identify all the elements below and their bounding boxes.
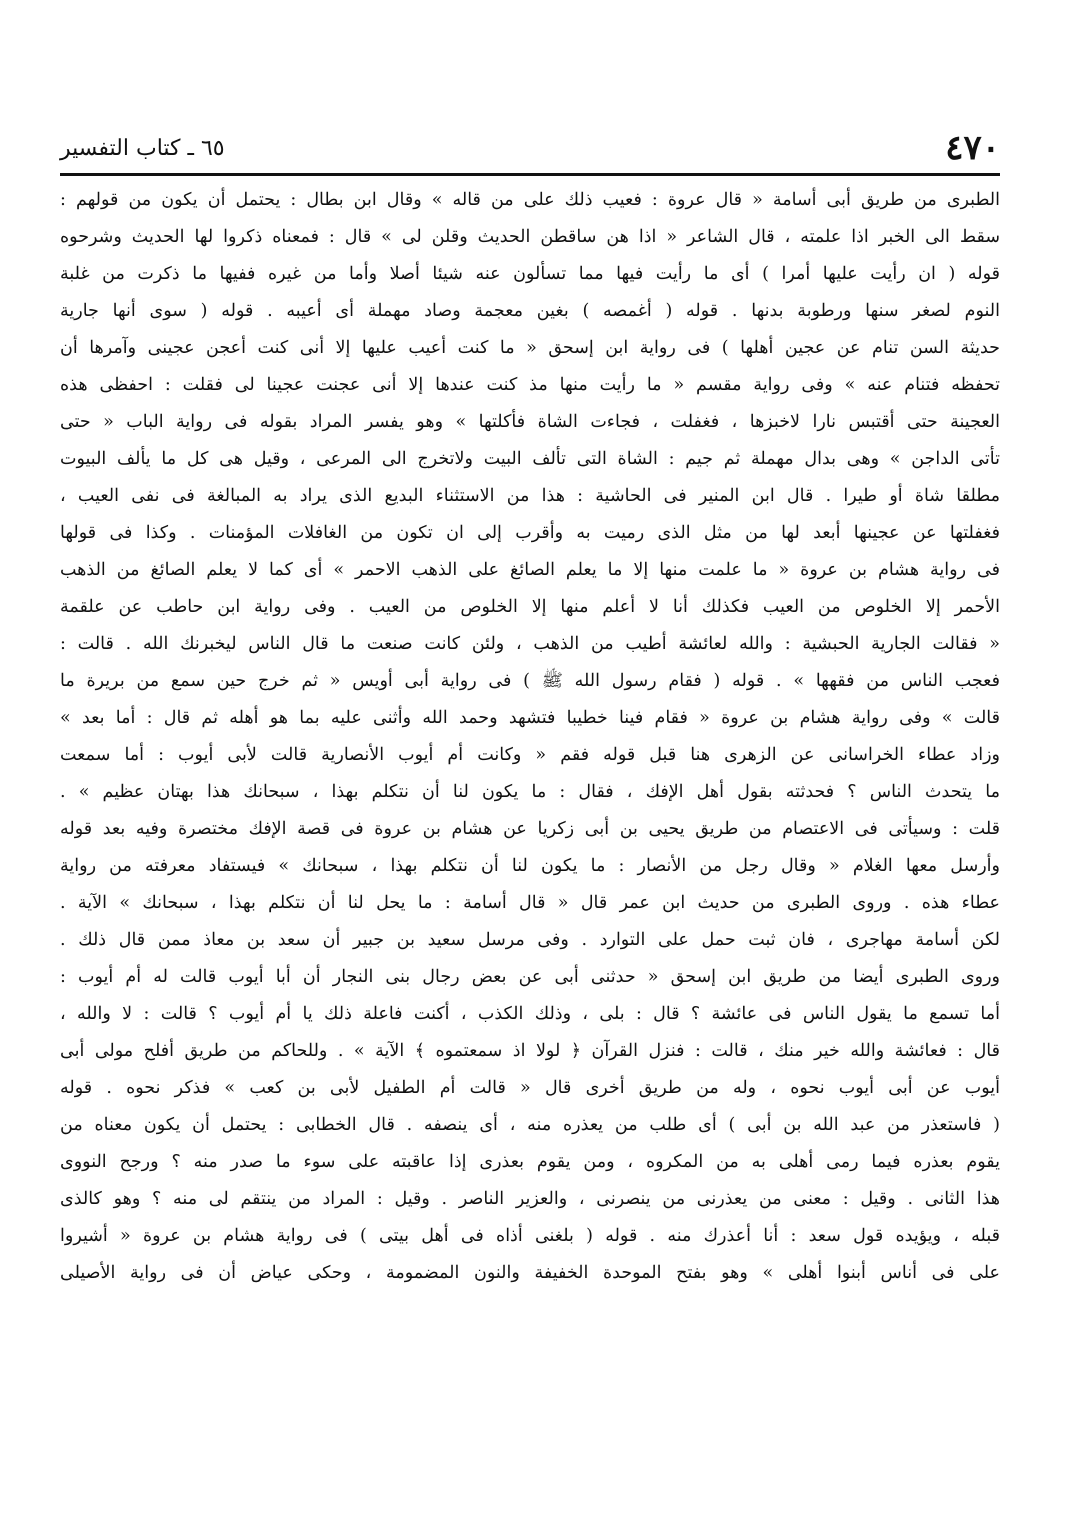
text-line [60,1292,1000,1329]
text-line: أما تسمع ما يقول الناس فى عائشة ؟ قال : بلى ، وذلك الكذب ، أكنت فاعلة ذلك يا أم أيوب ؟ قالت : لا والله ، [60,1004,1000,1024]
text-line: قال : فعائشة والله خير منك ، قالت : فنزل القرآن ﴿ لولا اذ سمعتموه ﴾ الآية » . وللحاكم من طريق أفلح مولى أبى [60,1041,1000,1061]
text-line: وزاد عطاء الخراسانى عن الزهرى هنا قبل قوله فقم « وكانت أم أيوب الأنصارية قالت لأبى أيوب : أما سمعت [60,745,1000,765]
text-line: ( فاستعذر من عبد الله بن أبى ) أى طلب من يعذره منه ، أى ينصفه . قال الخطابى : يحتمل أن يكون معناه من [60,1115,1000,1135]
text-line: يقوم بعذره فيما رمى أهلى به من المكروه ، ومن يقوم بعذرى إذا عاقبته على سوء ما صدر منه ؟ ورجح النووى [60,1152,1000,1172]
text-line: قالت » وفى رواية هشام بن عروة « فقام فينا خطيبا فتشهد وحمد الله وأثنى عليه بما هو أهله ثم قال : أما بعد » [60,708,1000,728]
text-line: أيوب عن أبى أيوب نحوه ، وله من طريق أخرى قال « قالت أم الطفيل لأبى بن كعب » فذكر نحوه . قوله [60,1078,1000,1098]
text-line: فعجب الناس من فقهها » . قوله ( فقام رسول الله ﷺ ) فى رواية أبى أويس « ثم خرج حين سمع من بريرة ما [60,671,1000,691]
text-line: « فقالت الجارية الحبشية : والله لعائشة أطيب من الذهب ، ولئن كانت صنعت ما قال الناس ليخبرنك الله . قالت : [60,634,1000,654]
page-number: ٤٧٠ [945,128,1000,168]
text-line: هذا الثانى . وقيل : معنى من يعذرنى من ينصرنى ، والعزير الناصر . وقيل : المراد من ينتقم لى منه ؟ وهو كالذى [60,1189,1000,1209]
page-header [60,128,1000,174]
text-line: فغفلتها عن عجينها أبعد لها من مثل الذى رميت به وأقرب إلى ان تكون من الغافلات المؤمنات . وكذا فى قولها [60,523,1000,543]
text-line: قوله ( ان رأيت عليها أمرا ) أى ما رأيت فيها مما تسألون عنه شيئا أصلا وأما من غيره ففيها ما ذكرت من غلبة [60,264,1000,284]
text-line: تأتى الداجن » وهى بدال مهملة ثم جيم : الشاة التى تألف البيت ولاتخرج الى المرعى ، وقيل هى كل ما يألف البيوت [60,449,1000,469]
text-line: النوم لصغر سنها ورطوبة بدنها . قوله ( أغمصه ) بغين معجمة وصاد مهملة أى أعيبه . قوله ( سوى أنها جارية [60,301,1000,321]
text-line: قلت : وسيأتى فى الاعتصام من طريق يحيى بن أبى زكريا عن هشام بن عروة فى قصة الإفك مختصرة وفيه بعد قوله [60,819,1000,839]
running-title: ٦٥ ـ كتاب التفسير [60,136,225,161]
text-line: وروى الطبرى أيضا من طريق ابن إسحق « حدثنى أبى عن بعض رجال بنى النجار أن أبا أيوب قالت له أم أيوب : [60,967,1000,987]
text-line: على فى أناس أبنوا أهلى » وهو بفتح الموحدة الخفيفة والنون المضمومة ، وحكى عياض أن فى رواية الأصيلى [60,1263,1000,1283]
text-line: قبله ، ويؤيده قول سعد : أنا أعذرك منه . قوله ( بلغنى أذاه فى أهل بيتى ) فى رواية هشام بن عروة « أشيروا [60,1226,1000,1246]
text-line: الأحمر إلا الخلوص من العيب فكذلك أنا لا أعلم منها إلا الخلوص من العيب . وفى رواية ابن حاطب عن علقمة [60,597,1000,617]
text-line: ما يتحدث الناس ؟ فحدثته بقول أهل الإفك ، فقال : ما يكون لنا أن نتكلم بهذا ، سبحانك هذا بهتان عظيم » . [60,782,1000,802]
text-line: الطبرى من طريق أبى أسامة « قال عروة : فعيب ذلك على من قاله » وقال ابن بطال : يحتمل أن يكون من قولهم : [60,190,1000,210]
header-rule [60,173,1000,176]
text-line: مطلقا شاة أو طيرا . قال ابن المنير فى الحاشية : هذا من الاستثناء البديع الذى يراد به المبالغة فى نفى العيب ، [60,486,1000,506]
text-line: تحفظه فتنام عنه » وفى رواية مقسم « ما رأيت منها مذ كنت عندها إلا أنى عجنت عجينا لى فقلت : احفظى هذه [60,375,1000,395]
text-line: حديثة السن تنام عن عجين أهلها ) فى رواية ابن إسحق « ما كنت أعيب عليها إلا أنى كنت أعجن عجينى وآمرها أن [60,338,1000,358]
text-line: سقط الى الخبر اذا علمته ، قال الشاعر « اذا هن ساقطن الحديث وقلن لى » قال : فمعناه ذكروا لها الحديث وشرحوه [60,227,1000,247]
text-line: وأرسل معها الغلام « وقال رجل من الأنصار : ما يكون لنا أن نتكلم بهذا ، سبحانك » فيستفاد معرفته من رواية [60,856,1000,876]
text-line: عطاء هذه . وروى الطبرى من حديث ابن عمر قال « قال أسامة : ما يحل لنا أن نتكلم بهذا ، سبحانك » الآية . [60,893,1000,913]
text-line: فى رواية هشام بن عروة « ما علمت منها إلا ما يعلم الصائغ على الذهب الاحمر » أى كما لا يعلم الصائغ من الذهب [60,560,1000,580]
text-line: لكن أسامة مهاجرى ، فان ثبت حمل على التوارد . وفى مرسل سعيد بن جبير أن سعد بن معاذ ممن قال ذلك . [60,930,1000,950]
text-line: العجينة حتى أقتبس نارا لاخبزها ، فغفلت ، فجاءت الشاة فأكلتها » وهو يفسر المراد بقوله فى رواية الباب « حتى [60,412,1000,432]
commentary-text [60,182,1000,1482]
